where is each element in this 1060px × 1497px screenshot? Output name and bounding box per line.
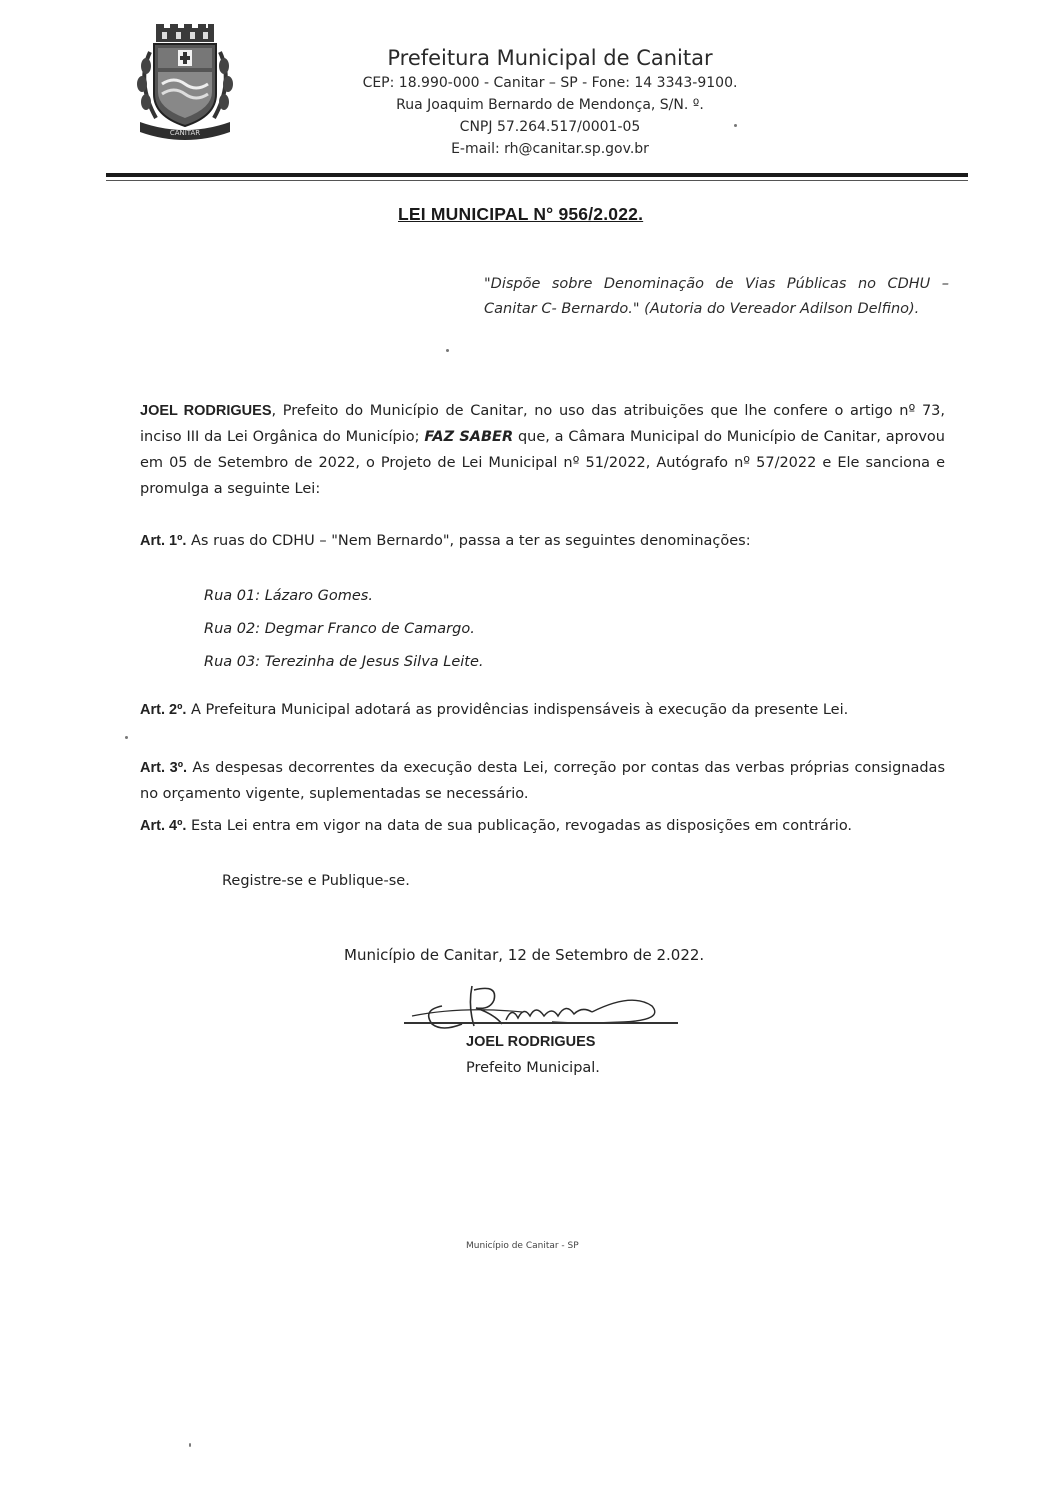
signer-name: JOEL RODRIGUES	[466, 1034, 596, 1050]
cnpj-line: CNPJ 57.264.517/0001-05	[459, 119, 641, 135]
article-2-label: Art. 2º.	[140, 702, 187, 718]
street-list	[204, 580, 484, 679]
faz-saber: FAZ SABER	[424, 429, 514, 445]
article-4-text: Esta Lei entra em vigor na data de sua publicação, revogadas as disposições em contrário.	[186, 818, 853, 834]
handwritten-signature	[402, 976, 682, 1036]
cep-phone-line: CEP: 18.990-000 - Canitar – SP - Fone: 14 3343-9100.	[362, 75, 738, 91]
scan-speck	[189, 1443, 191, 1447]
preamble-paragraph	[140, 398, 945, 502]
street-item: Rua 01: Lázaro Gomes.	[204, 588, 373, 604]
mayor-name: JOEL RODRIGUES	[140, 403, 272, 419]
org-name: Prefeitura Municipal de Canitar	[387, 46, 713, 70]
article-3-label: Art. 3º.	[140, 760, 188, 776]
preamble-text-1: , Prefeito do Município de Canitar, no uso das atribuições que lhe confere o artigo nº 73, inciso III da Lei Orgânica do Município;	[140, 403, 946, 445]
registre-line: Registre-se e Publique-se.	[222, 873, 410, 889]
crest-banner-text: CANITAR	[169, 129, 201, 137]
signature-line	[404, 1022, 678, 1024]
scan-speck	[446, 349, 449, 352]
street-item: Rua 03: Terezinha de Jesus Silva Leite.	[204, 654, 484, 670]
article-2-text: A Prefeitura Municipal adotará as providências indispensáveis à execução da presente Lei.	[186, 702, 849, 718]
scan-speck	[734, 124, 737, 127]
article-1	[140, 528, 945, 554]
municipal-crest-logo	[126, 22, 244, 150]
header-rule-thick	[106, 173, 968, 177]
article-2	[140, 697, 945, 723]
header-rule-thin	[106, 180, 968, 181]
place-date: Município de Canitar, 12 de Setembro de 2.022.	[344, 946, 705, 964]
letterhead	[330, 44, 770, 160]
signer-role: Prefeito Municipal.	[466, 1060, 600, 1076]
signature-text: Rodrigues	[402, 976, 407, 977]
article-1-label: Art. 1º.	[140, 533, 187, 549]
article-4-label: Art. 4º.	[140, 818, 187, 834]
article-1-text: As ruas do CDHU – "Nem Bernardo", passa a ter as seguintes denominações:	[186, 533, 751, 549]
law-ementa: "Dispõe sobre Denominação de Vias Públicas no CDHU – Canitar C- Bernardo." (Autoria do Vereador Adilson Delfino).	[484, 276, 949, 317]
article-3	[140, 755, 945, 807]
email-line: E-mail: rh@canitar.sp.gov.br	[451, 141, 649, 157]
article-3-text: As despesas decorrentes da execução desta Lei, correção por contas das verbas próprias consignadas no orçamento vigente, suplementadas se necessário.	[140, 760, 945, 802]
preamble-text-2: que, a Câmara Municipal do Município de Canitar, aprovou em 05 de Setembro de 2022, o Projeto de Lei Municipal nº 51/2022, Autógrafo nº 57/2022 e Ele sanciona e promulga a seguinte Lei:	[140, 429, 945, 497]
article-4	[140, 813, 945, 839]
address-line: Rua Joaquim Bernardo de Mendonça, S/N. º.	[396, 97, 704, 113]
scan-speck	[125, 736, 128, 739]
law-title: LEI MUNICIPAL N° 956/2.022.	[398, 204, 644, 224]
page-footer: Município de Canitar - SP	[466, 1241, 579, 1251]
street-item: Rua 02: Degmar Franco de Camargo.	[204, 621, 475, 637]
